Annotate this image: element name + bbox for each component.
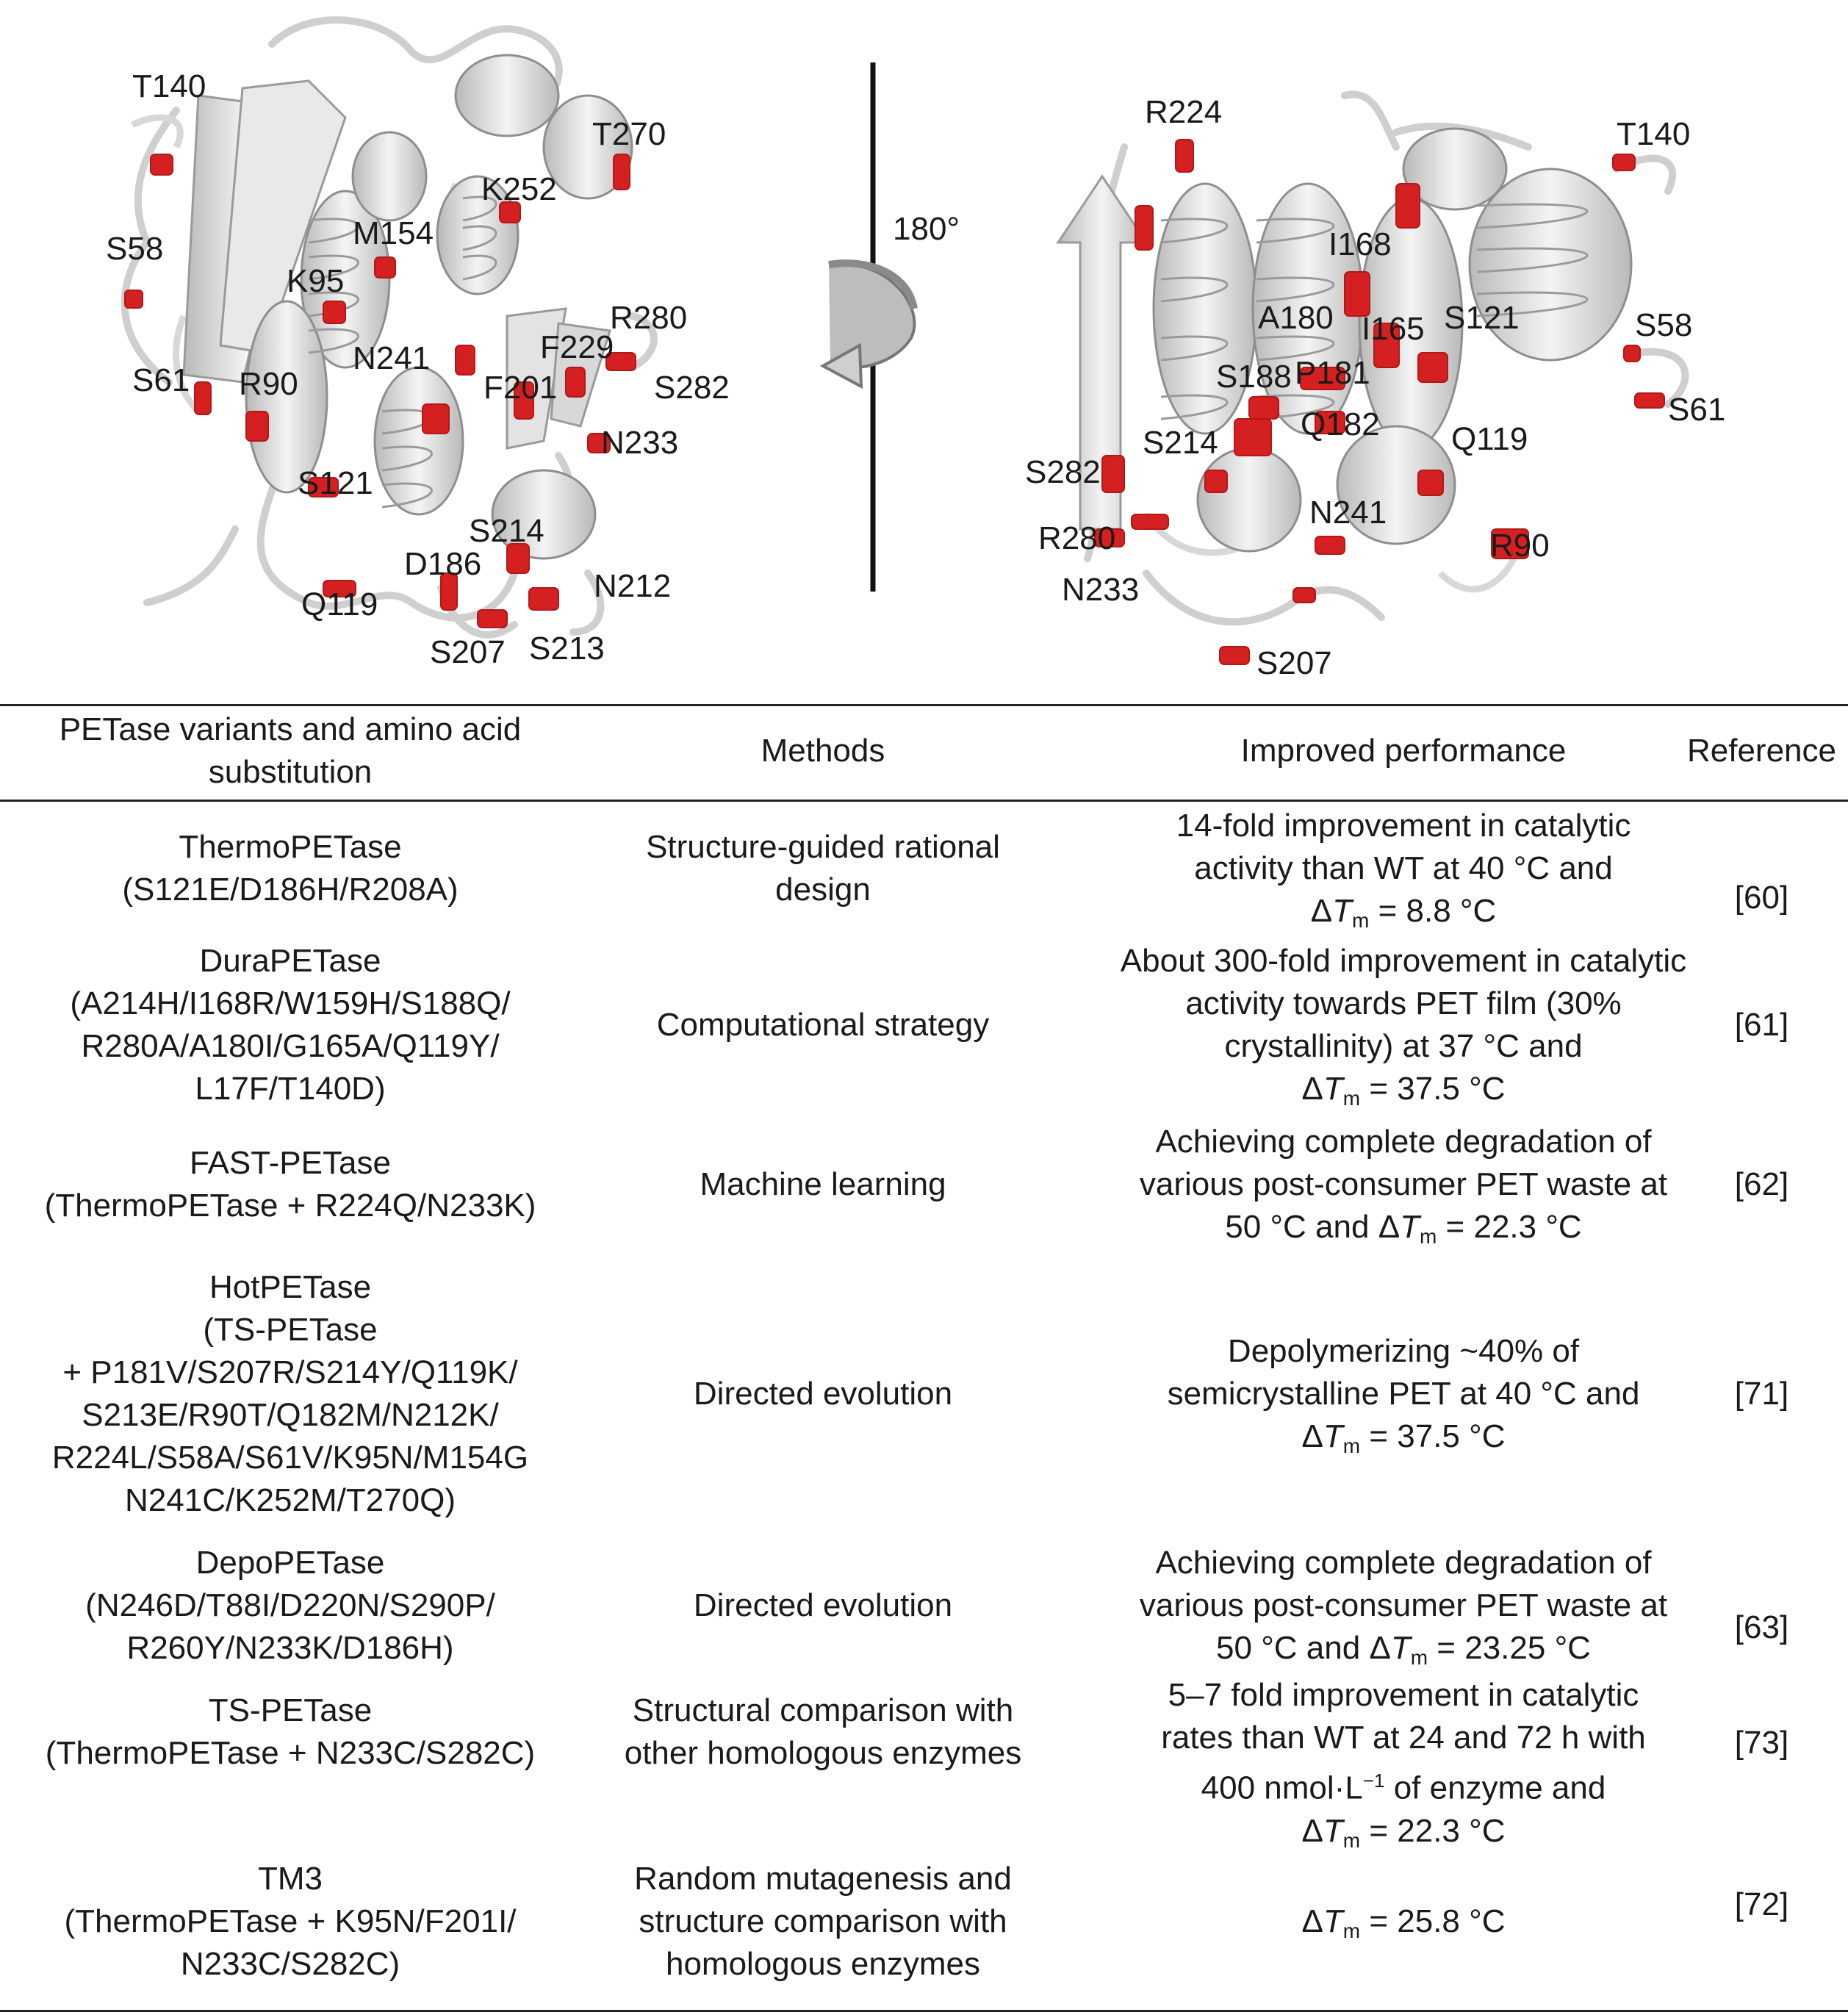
variant-line: (ThermoPETase + K95N/F201I/ xyxy=(64,1903,517,1939)
cell-reference: [62] xyxy=(1734,1166,1789,1202)
delta-tm-value: 37.5 °C xyxy=(1397,1418,1506,1454)
header-performance: Improved performance xyxy=(1240,733,1567,769)
variant-line: (ThermoPETase + N233C/S282C) xyxy=(45,1735,536,1771)
delta-tm-value: 22.3 °C xyxy=(1397,1812,1506,1849)
delta-tm: $\Delta T_m = 25.8$ °C xyxy=(1301,1903,1506,1942)
header-variants-line-1: PETase variants and amino acid xyxy=(59,711,522,747)
label-right-S58: S58 xyxy=(1635,307,1693,343)
variant-line: R260Y/N233K/D186H) xyxy=(126,1629,454,1666)
variant-line: TM3 xyxy=(258,1860,323,1897)
method-line: other homologous enzymes xyxy=(624,1735,1022,1771)
label-right-Q182: Q182 xyxy=(1301,406,1380,442)
delta-tm-value: 25.8 °C xyxy=(1397,1903,1506,1939)
label-right-S121: S121 xyxy=(1444,300,1520,336)
label-left-S121: S121 xyxy=(298,465,373,501)
variant-line: N241C/K252M/T270Q) xyxy=(125,1482,456,1518)
table-row xyxy=(0,802,1848,935)
cell-variant xyxy=(0,935,580,1115)
label-left-S214: S214 xyxy=(469,513,544,549)
cell-variant xyxy=(0,1677,580,1787)
cell-reference: [72] xyxy=(1734,1886,1789,1922)
performance-tail: 50 °C and xyxy=(1225,1209,1370,1245)
cell-method: Directed evolution xyxy=(693,1376,953,1412)
header-reference: Reference xyxy=(1686,733,1836,769)
method-line: homologous enzymes xyxy=(665,1945,980,1982)
label-left-T140: T140 xyxy=(132,68,206,104)
cell-performance xyxy=(1065,1254,1741,1534)
delta-tm-value: 23.25 °C xyxy=(1464,1629,1591,1666)
method-line: Structure-guided rational xyxy=(646,829,1000,865)
method-line: structure comparison with xyxy=(639,1903,1007,1939)
variant-line: (N246D/T88I/D220N/S290P/ xyxy=(85,1587,495,1623)
cell-performance xyxy=(1065,935,1741,1115)
cell-variant xyxy=(0,802,580,935)
delta-tm: $\Delta T_m = 37.5$ °C xyxy=(1301,1070,1506,1110)
table-row xyxy=(0,1850,1848,1993)
label-right-P181: P181 xyxy=(1295,355,1370,391)
performance-line: crystallinity) at 37 °C and xyxy=(1224,1027,1583,1064)
label-left-F229: F229 xyxy=(540,329,614,365)
variant-line: (S121E/D186H/R208A) xyxy=(122,872,459,908)
label-left-Q119: Q119 xyxy=(301,586,378,622)
delta-tm: 50 °C and $\Delta T_m = 23.25$ °C xyxy=(1216,1629,1591,1669)
cell-performance xyxy=(1065,1534,1741,1677)
variant-line: N233C/S282C) xyxy=(180,1945,400,1982)
label-right-A180: A180 xyxy=(1258,300,1334,336)
label-left-F201: F201 xyxy=(483,370,558,406)
label-left-R280: R280 xyxy=(610,300,688,336)
variant-line: (ThermoPETase + R224Q/N233K) xyxy=(44,1188,536,1224)
variant-line: DepoPETase xyxy=(195,1544,385,1581)
label-right-I168: I168 xyxy=(1329,226,1392,262)
delta-tm: $\Delta T_m = 37.5$ °C xyxy=(1301,1418,1506,1457)
delta-tm-value: 37.5 °C xyxy=(1397,1070,1506,1107)
label-right-N241: N241 xyxy=(1309,495,1387,531)
table-row xyxy=(0,1254,1848,1534)
cell-reference: [73] xyxy=(1734,1725,1789,1761)
label-left-N241: N241 xyxy=(353,340,431,376)
variant-line: + P181V/S207R/S214Y/Q119K/ xyxy=(62,1354,518,1390)
label-right-N233: N233 xyxy=(1062,572,1140,608)
performance-line: Achieving complete degradation of xyxy=(1155,1124,1652,1160)
cell-variant xyxy=(0,1254,580,1534)
cell-performance xyxy=(1065,1850,1741,1993)
unit-exponent: −1 xyxy=(1362,1770,1385,1792)
performance-line: About 300-fold improvement in catalytic xyxy=(1120,942,1687,979)
table-bottom-rule xyxy=(0,2010,1848,2012)
cell-performance xyxy=(1065,802,1741,935)
label-right-T140: T140 xyxy=(1617,116,1691,152)
variant-line: ThermoPETase xyxy=(179,829,402,865)
label-right-S282: S282 xyxy=(1025,454,1101,490)
table-header-rule xyxy=(0,800,1848,802)
label-right-Q119: Q119 xyxy=(1451,421,1528,457)
table-header xyxy=(0,707,1848,795)
variant-line: (TS-PETase xyxy=(203,1312,378,1348)
table-row xyxy=(0,1534,1848,1677)
cell-performance xyxy=(1065,1115,1741,1254)
cell-reference: [71] xyxy=(1734,1376,1789,1412)
table-top-rule xyxy=(0,704,1848,706)
enzyme-amount: 400 nmol·L xyxy=(1201,1770,1363,1806)
variant-line: S213E/R90T/Q182M/N212K/ xyxy=(82,1397,499,1433)
table-row xyxy=(0,935,1848,1115)
delta-tm: 50 °C and $\Delta T_m = 22.3$ °C xyxy=(1225,1209,1582,1248)
method-line: design xyxy=(775,872,871,908)
cell-variant xyxy=(0,1850,580,1993)
performance-line: rates than WT at 24 and 72 h with xyxy=(1161,1720,1646,1756)
delta-tm-value: 8.8 °C xyxy=(1406,893,1497,929)
protein-structure-figure xyxy=(0,0,1848,691)
cell-method xyxy=(580,1850,1065,1993)
variant-line: R280A/A180I/G165A/Q119Y/ xyxy=(81,1027,500,1064)
cell-method xyxy=(580,802,1065,935)
label-left-D186: D186 xyxy=(404,546,482,582)
cell-variant xyxy=(0,1115,580,1254)
label-right-R224: R224 xyxy=(1145,94,1223,130)
performance-line: semicrystalline PET at 40 °C and xyxy=(1167,1376,1640,1412)
label-left-S213: S213 xyxy=(529,631,605,667)
performance-line xyxy=(1065,1759,1741,1810)
performance-tail: 50 °C and xyxy=(1216,1629,1361,1666)
performance-line: 14-fold improvement in catalytic xyxy=(1176,808,1631,844)
cell-method: Machine learning xyxy=(700,1166,946,1202)
performance-line: activity towards PET film (30% xyxy=(1185,985,1622,1021)
delta-tm: $\Delta T_m = 22.3$ °C xyxy=(1301,1812,1506,1852)
label-left-K252: K252 xyxy=(481,171,557,207)
label-right-S188: S188 xyxy=(1216,359,1292,395)
right-protein-ribbon xyxy=(1058,94,1685,664)
cell-reference: [63] xyxy=(1734,1609,1789,1645)
method-line: Random mutagenesis and xyxy=(634,1860,1012,1897)
label-left-S58: S58 xyxy=(106,231,164,267)
label-left-T270: T270 xyxy=(592,116,666,152)
delta-tm-value: 22.3 °C xyxy=(1473,1209,1582,1245)
cell-method: Directed evolution xyxy=(693,1587,953,1623)
label-left-N212: N212 xyxy=(594,568,672,604)
label-left-N233: N233 xyxy=(601,425,679,461)
performance-line: various post-consumer PET waste at xyxy=(1139,1587,1668,1623)
variant-line: HotPETase xyxy=(209,1269,372,1305)
label-right-R90: R90 xyxy=(1490,528,1550,564)
variant-line: (A214H/I168R/W159H/S188Q/ xyxy=(70,985,511,1021)
variant-line: TS-PETase xyxy=(208,1692,373,1728)
label-left-S61: S61 xyxy=(132,362,190,398)
method-line: Structural comparison with xyxy=(632,1692,1014,1728)
label-right-S207: S207 xyxy=(1256,645,1332,681)
label-right-S214: S214 xyxy=(1143,425,1218,461)
variant-line: L17F/T140D) xyxy=(195,1070,386,1107)
performance-line: activity than WT at 40 °C and xyxy=(1194,850,1613,886)
cell-method: Computational strategy xyxy=(656,1006,990,1043)
label-left-S282: S282 xyxy=(654,370,730,406)
label-right-I165: I165 xyxy=(1362,311,1425,347)
left-protein-ribbon xyxy=(125,20,654,635)
cell-reference: [60] xyxy=(1734,880,1789,916)
performance-line: 5–7 fold improvement in catalytic xyxy=(1168,1677,1639,1714)
cell-reference: [61] xyxy=(1734,1006,1789,1043)
header-variants-line-2: substitution xyxy=(208,754,373,790)
performance-line: various post-consumer PET waste at xyxy=(1139,1166,1668,1202)
table-row xyxy=(0,1677,1848,1850)
delta-tm: $\Delta T_m = 8.8$ °C xyxy=(1310,893,1497,932)
variant-line: FAST-PETase xyxy=(190,1145,391,1181)
rotation-indicator xyxy=(823,62,960,592)
variant-line: R224L/S58A/S61V/K95N/M154G xyxy=(51,1440,529,1476)
label-right-S61: S61 xyxy=(1668,392,1726,428)
variant-line: DuraPETase xyxy=(199,942,381,979)
performance-line: Achieving complete degradation of xyxy=(1155,1544,1652,1581)
table-row xyxy=(0,1115,1848,1254)
rotation-label: 180° xyxy=(893,211,960,247)
cell-performance xyxy=(1065,1677,1741,1850)
header-variants xyxy=(0,707,580,795)
label-left-R90: R90 xyxy=(239,366,298,402)
cell-method xyxy=(580,1677,1065,1787)
label-left-S207: S207 xyxy=(430,634,506,670)
label-left-K95: K95 xyxy=(287,263,345,299)
label-left-M154: M154 xyxy=(353,215,434,251)
performance-line: Depolymerizing ~40% of xyxy=(1227,1333,1580,1369)
header-methods: Methods xyxy=(761,733,885,769)
label-right-R280: R280 xyxy=(1038,520,1116,556)
enzyme-amount-tail: of enzyme and xyxy=(1384,1770,1606,1806)
cell-variant xyxy=(0,1534,580,1677)
